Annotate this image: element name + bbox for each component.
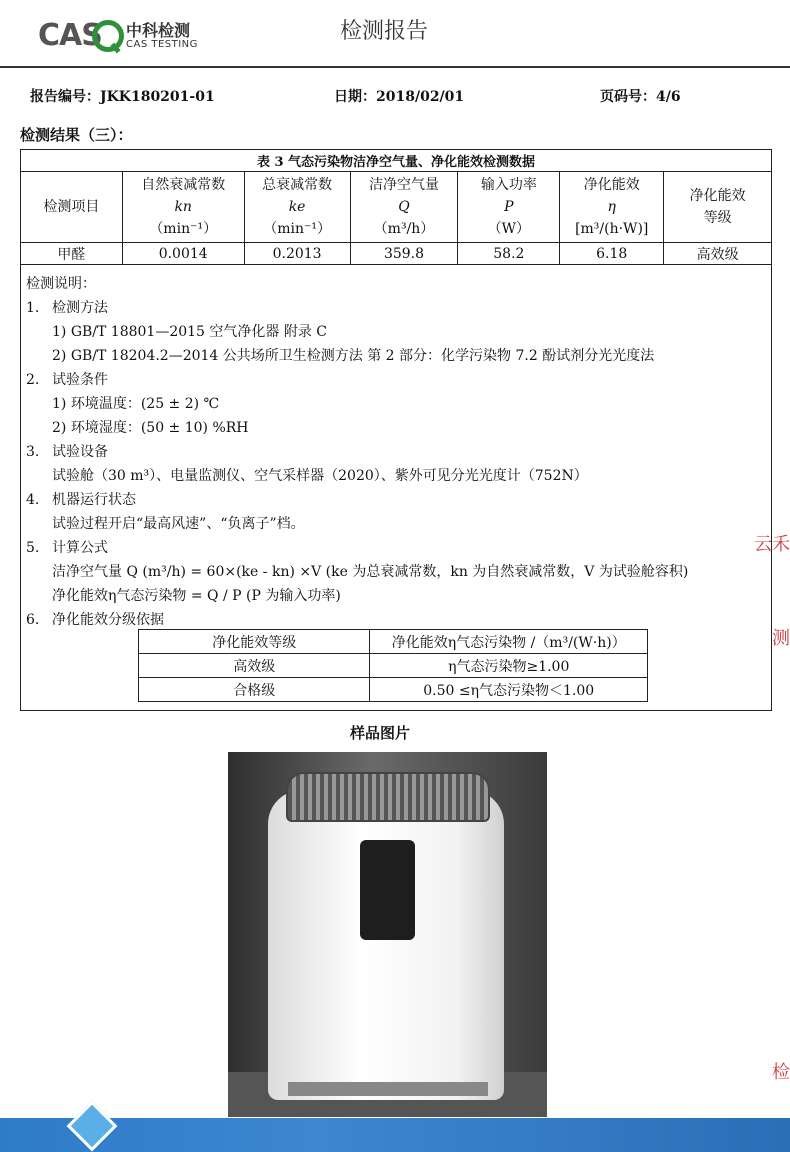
table-cell: 359.8 xyxy=(350,243,458,265)
grade-cell: 合格级 xyxy=(139,678,370,702)
table-cell: 0.2013 xyxy=(244,243,350,265)
header-cell: 洁净空气量 Q （m³/h） xyxy=(350,172,458,243)
grade-table xyxy=(138,629,648,702)
note-heading: 5. 计算公式 xyxy=(26,540,108,556)
note-heading: 1. 检测方法 xyxy=(26,300,108,316)
header-divider xyxy=(0,66,790,68)
report-date-value: 2018/02/01 xyxy=(376,89,465,105)
note-line: 1) GB/T 18801—2015 空气净化器 附录 C xyxy=(52,324,328,340)
grade-cell: η气态污染物≥1.00 xyxy=(370,654,648,678)
notes-title: 检测说明： xyxy=(26,276,96,292)
stamp-fragment: 测 xyxy=(772,628,790,649)
air-purifier-image xyxy=(268,790,504,1100)
sample-title: 样品图片 xyxy=(350,724,411,742)
note-heading: 4. 机器运行状态 xyxy=(26,492,136,508)
header-cell: 净化能效 η [m³/(h·W)] xyxy=(560,172,664,243)
report-number-value: JKK180201-01 xyxy=(100,89,215,105)
purifier-base xyxy=(288,1082,488,1096)
table-cell: 0.0014 xyxy=(122,243,244,265)
grade-cell: 高效级 xyxy=(139,654,370,678)
table-row xyxy=(139,654,648,678)
grade-header-row xyxy=(139,630,648,654)
sample-photo xyxy=(228,752,547,1117)
note-line: 试验舱（30 m³）、电量监测仪、空气采样器（2020）、紫外可见分光光度计（752N） xyxy=(52,468,588,484)
note-line: 2) GB/T 18204.2—2014 公共场所卫生检测方法 第 2 部分：化学污染物 7.2 酚试剂分光光度法 xyxy=(52,348,655,364)
header-cell: 净化能效 等级 xyxy=(664,172,772,243)
header-cell: 总衰减常数 ke （min⁻¹） xyxy=(244,172,350,243)
table-cell: 58.2 xyxy=(458,243,560,265)
table-cell: 甲醛 xyxy=(21,243,123,265)
table-cell: 高效级 xyxy=(664,243,772,265)
header-cell: 自然衰减常数 kn （min⁻¹） xyxy=(122,172,244,243)
footer-bar xyxy=(0,1118,790,1152)
grade-header-cell: 净化能效η气态污染物 /（m³/(W·h)） xyxy=(370,630,648,654)
note-line: 洁净空气量 Q (m³/h) = 60×(ke - kn) ×V (ke 为总衰减常数，kn 为自然衰减常数，V 为试验舱容积) xyxy=(52,564,689,580)
report-number-label: 报告编号： xyxy=(30,89,100,105)
document-title: 检测报告 xyxy=(340,19,429,44)
note-heading: 6. 净化能效分级依据 xyxy=(26,612,164,628)
header-cell: 检测项目 xyxy=(21,172,123,243)
note-line: 试验过程开启“最高风速”、“负离子”档。 xyxy=(52,516,305,532)
table-cell: 6.18 xyxy=(560,243,664,265)
table-row xyxy=(21,243,772,265)
logo-ring-icon xyxy=(92,20,124,52)
test-notes xyxy=(26,272,688,632)
results-table xyxy=(20,149,772,265)
purifier-top-grille xyxy=(286,772,490,822)
table-caption: 表 3 气态污染物洁净空气量、净化能效检测数据 xyxy=(21,150,772,172)
grade-cell: 0.50 ≤η气态污染物＜1.00 xyxy=(370,678,648,702)
table-header-row xyxy=(21,172,772,243)
logo-english-name: CAS TESTING xyxy=(126,39,198,50)
table-row xyxy=(139,678,648,702)
stamp-fragment: 云禾 xyxy=(754,534,790,555)
note-line: 1) 环境温度：(25 ± 2) ℃ xyxy=(52,396,220,412)
note-line: 2) 环境湿度：(50 ± 10) %RH xyxy=(52,420,249,436)
company-logo xyxy=(38,18,213,54)
logo-chinese-name: 中科检测 xyxy=(126,21,191,40)
report-date-label: 日期： xyxy=(334,89,376,105)
page-number-value: 4/6 xyxy=(656,89,681,105)
purifier-control-panel xyxy=(360,840,415,940)
header-cell: 输入功率 P （W） xyxy=(458,172,560,243)
section-title: 检测结果（三）： xyxy=(20,126,133,144)
stamp-fragment: 检 xyxy=(772,1062,790,1083)
report-date xyxy=(334,86,464,106)
logo-cas-text: CAS xyxy=(38,18,102,53)
note-heading: 2. 试验条件 xyxy=(26,372,108,388)
page-number xyxy=(600,86,681,106)
note-line: 净化能效η气态污染物 = Q / P (P 为输入功率) xyxy=(52,588,341,604)
report-number xyxy=(30,86,215,106)
grade-header-cell: 净化能效等级 xyxy=(139,630,370,654)
page-number-label: 页码号： xyxy=(600,89,656,105)
note-heading: 3. 试验设备 xyxy=(26,444,108,460)
